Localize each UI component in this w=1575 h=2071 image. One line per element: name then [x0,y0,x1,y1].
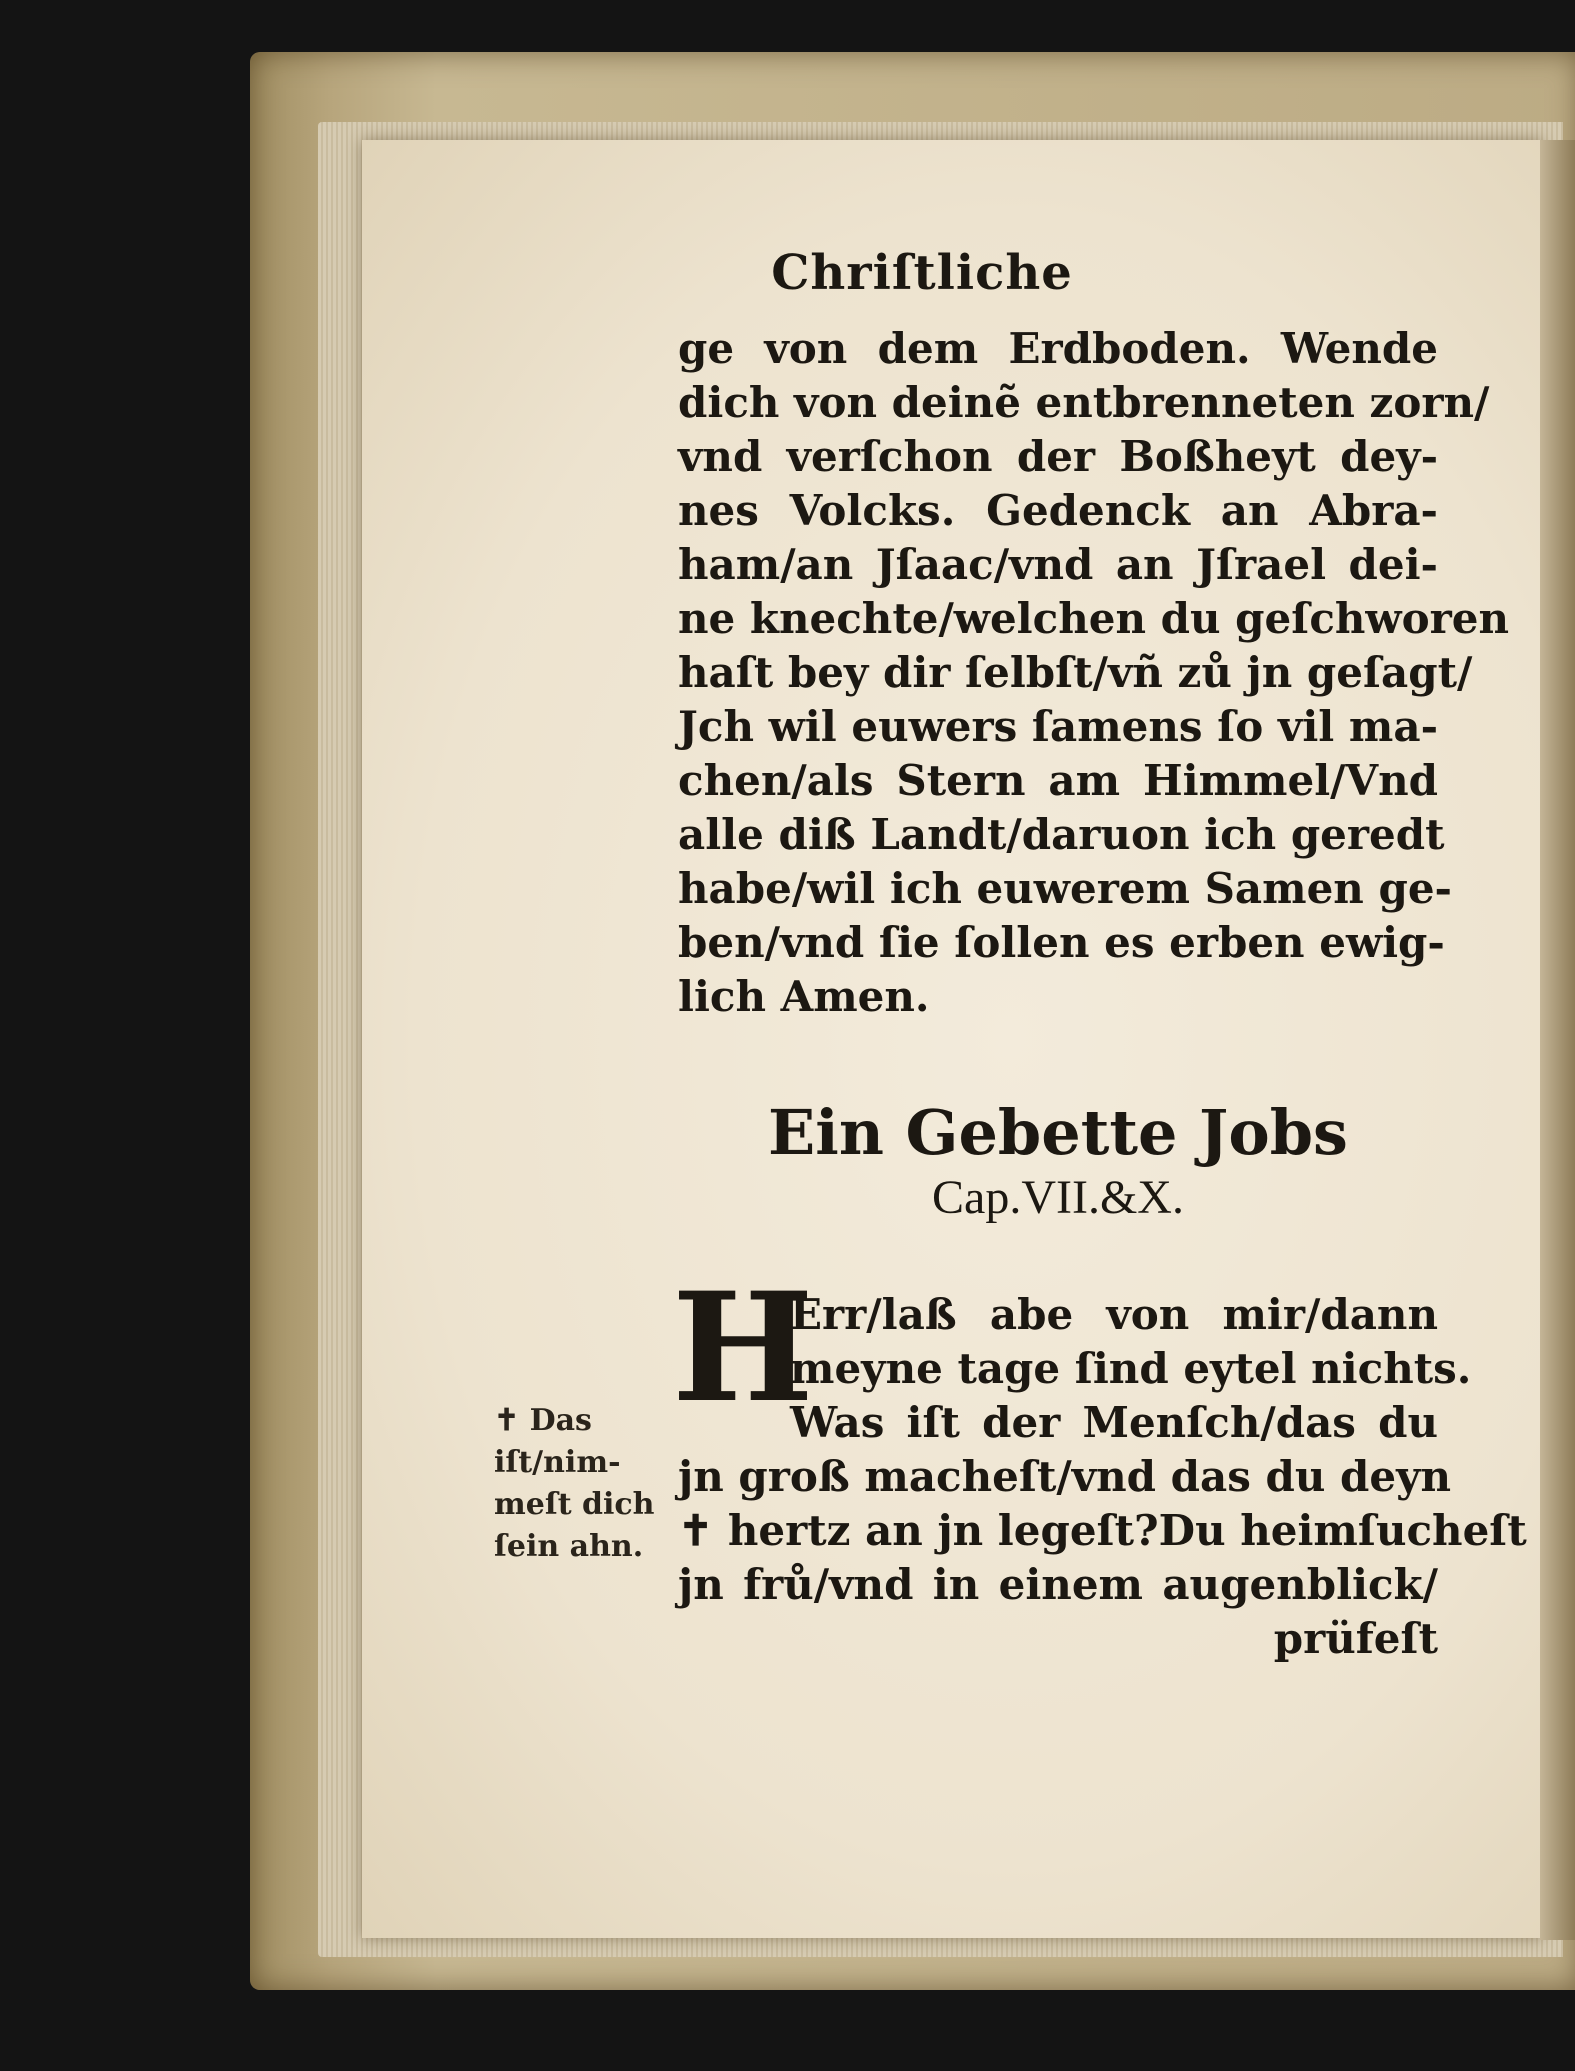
margin-note-line: ſein ahn. [494,1529,644,1564]
text-line: ben/vnd ſie ſollen es erben ewig- [678,918,1445,967]
text-line: ham/an Jſaac/vnd an Jſrael dei- [678,540,1438,589]
margin-note-line: meſt dich [494,1487,655,1522]
text-line: chen/als Stern am Himmel/Vnd [678,756,1438,805]
text-line: lich Amen. [678,972,930,1021]
drop-cap-initial: H [672,1260,814,1436]
text-line: ne knechte/welchen du geſchworen [678,594,1509,643]
margin-note-line: ✝ Das [494,1403,592,1438]
text-line: nes Volcks. Gedenck an Abra- [678,486,1438,535]
text-line: habe/wil ich euwerem Samen ge- [678,864,1452,913]
prayer-line: meyne tage ſind eytel nichts. [790,1344,1472,1393]
text-line: haſt bey dir ſelbſt/vñ zů jn geſagt/ [678,648,1473,697]
prayer-line: Err/laß abe von mir/dann [790,1290,1438,1339]
prayer-line: Was iſt der Menſch/das du [790,1398,1438,1447]
page-gutter [1540,140,1575,1940]
text-line: dich von deinẽ entbrenneten zorn/ [678,378,1490,427]
prayer-line: jn frů/vnd in einem augenblick/ [678,1560,1438,1609]
text-line: vnd verſchon der Boßheyt dey- [678,432,1438,481]
prayer-line: jn groß macheſt/vnd das du deyn [678,1452,1452,1501]
text-line: Jch wil euwers ſamens ſo vil ma- [678,702,1438,751]
catchword: prüfeſt [1273,1614,1438,1663]
running-header: Chriſtliche [771,245,1073,301]
prayer-line: ✝ hertz an jn legeſt?Du heimſucheſt [678,1506,1527,1555]
chapter-reference: Cap.VII.&X. [932,1171,1184,1224]
marginal-note [494,1400,654,1568]
prayer-text [678,1288,1527,1666]
text-line: alle diß Landt/daruon ich geredt [678,810,1445,859]
margin-note-line: iſt/nim- [494,1445,621,1480]
prayer-title: Ein Gebette Jobs [768,1096,1348,1169]
text-line: ge von dem Erdboden. Wende [678,324,1438,373]
body-text [678,322,1509,1024]
